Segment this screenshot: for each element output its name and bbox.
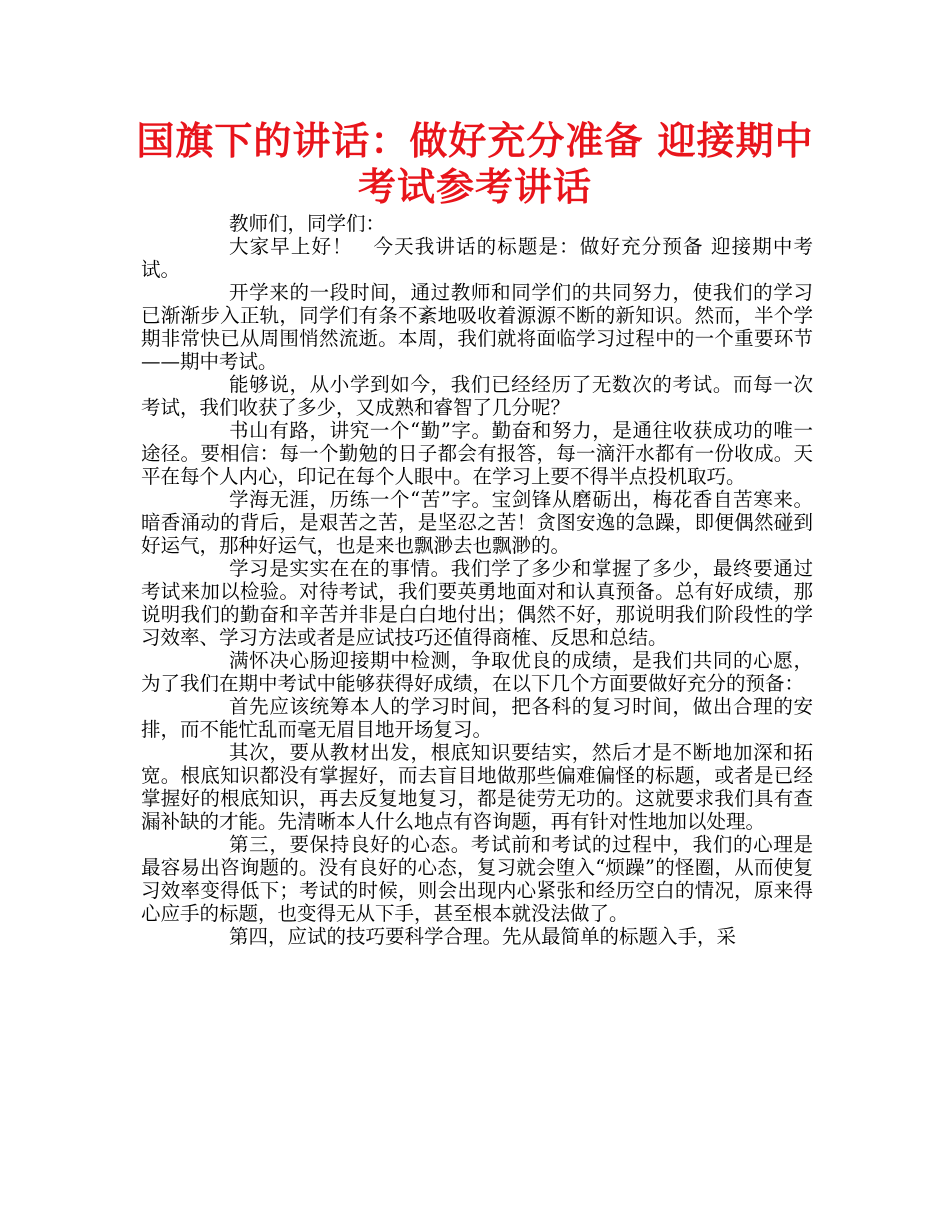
paragraph: 第四，应试的技巧要科学合理。先从最简单的标题入手，采 — [229, 925, 737, 948]
paragraph: 教师们，同学们： — [229, 212, 386, 235]
paragraph: 开学来的一段时间，通过教师和同学们的共同努力，使我们的学习已渐渐步入正轨，同学们有条不紊地吸收着源源不断的新知识。然而，半个学期非常快已从周围悄然流逝。本周，我们就将面临学习过程中的一个重要环节——期中考试。 — [141, 281, 813, 373]
paragraph: 大家早上好！ 今天我讲话的标题是：做好充分预备 迎接期中考试。 — [141, 235, 813, 281]
paragraph: 第三，要保持良好的心态。考试前和考试的过程中，我们的心理是最容易出咨询题的。没有良好的心态，复习就会堕入“烦躁”的怪圈，从而使复习效率变得低下；考试的时候，则会出现内心紧张和经历空白的情况，原来得心应手的标题，也变得无从下手，甚至根本就没法做了。 — [141, 833, 813, 925]
paragraph: 其次，要从教材出发，根底知识要结实，然后才是不断地加深和拓宽。根底知识都没有掌握好，而去盲目地做那些偏难偏怪的标题，或者是已经掌握好的根底知识，再去反复地复习，都是徒劳无功的。这就要求我们具有查漏补缺的才能。先清晰本人什么地点有咨询题，再有针对性地加以处理。 — [141, 741, 813, 833]
paragraph: 学海无涯，历练一个“苦”字。宝剑锋从磨砺出，梅花香自苦寒来。暗香涌动的背后，是艰苦之苦，是坚忍之苦！贪图安逸的急躁，即便偶然碰到好运气，那种好运气，也是来也飘渺去也飘渺的。 — [141, 488, 813, 557]
paragraph: 首先应该统筹本人的学习时间，把各科的复习时间，做出合理的安排，而不能忙乱而毫无眉目地开场复习。 — [141, 695, 813, 741]
paragraph: 书山有路，讲究一个“勤”字。勤奋和努力，是通往收获成功的唯一途径。要相信：每一个勤勉的日子都会有报答，每一滴汗水都有一份收成。天平在每个人内心，印记在每个人眼中。在学习上要不得半点投机取巧。 — [141, 419, 813, 488]
paragraph: 能够说，从小学到如今，我们已经经历了无数次的考试。而每一次考试，我们收获了多少，又成熟和睿智了几分呢？ — [141, 373, 813, 419]
paragraph: 满怀决心肠迎接期中检测，争取优良的成绩，是我们共同的心愿，为了我们在期中考试中能够获得好成绩，在以下几个方面要做好充分的预备： — [141, 649, 813, 695]
paragraph: 学习是实实在在的事情。我们学了多少和掌握了多少，最终要通过考试来加以检验。对待考试，我们要英勇地面对和认真预备。总有好成绩，那说明我们的勤奋和辛苦并非是白白地付出；偶然不好，那说明我们阶段性的学习效率、学习方法或者是应试技巧还值得商榷、反思和总结。 — [141, 557, 813, 649]
document-body — [141, 212, 813, 948]
page-title: 国旗下的讲话：做好充分准备 迎接期中考试参考讲话 — [136, 119, 814, 209]
